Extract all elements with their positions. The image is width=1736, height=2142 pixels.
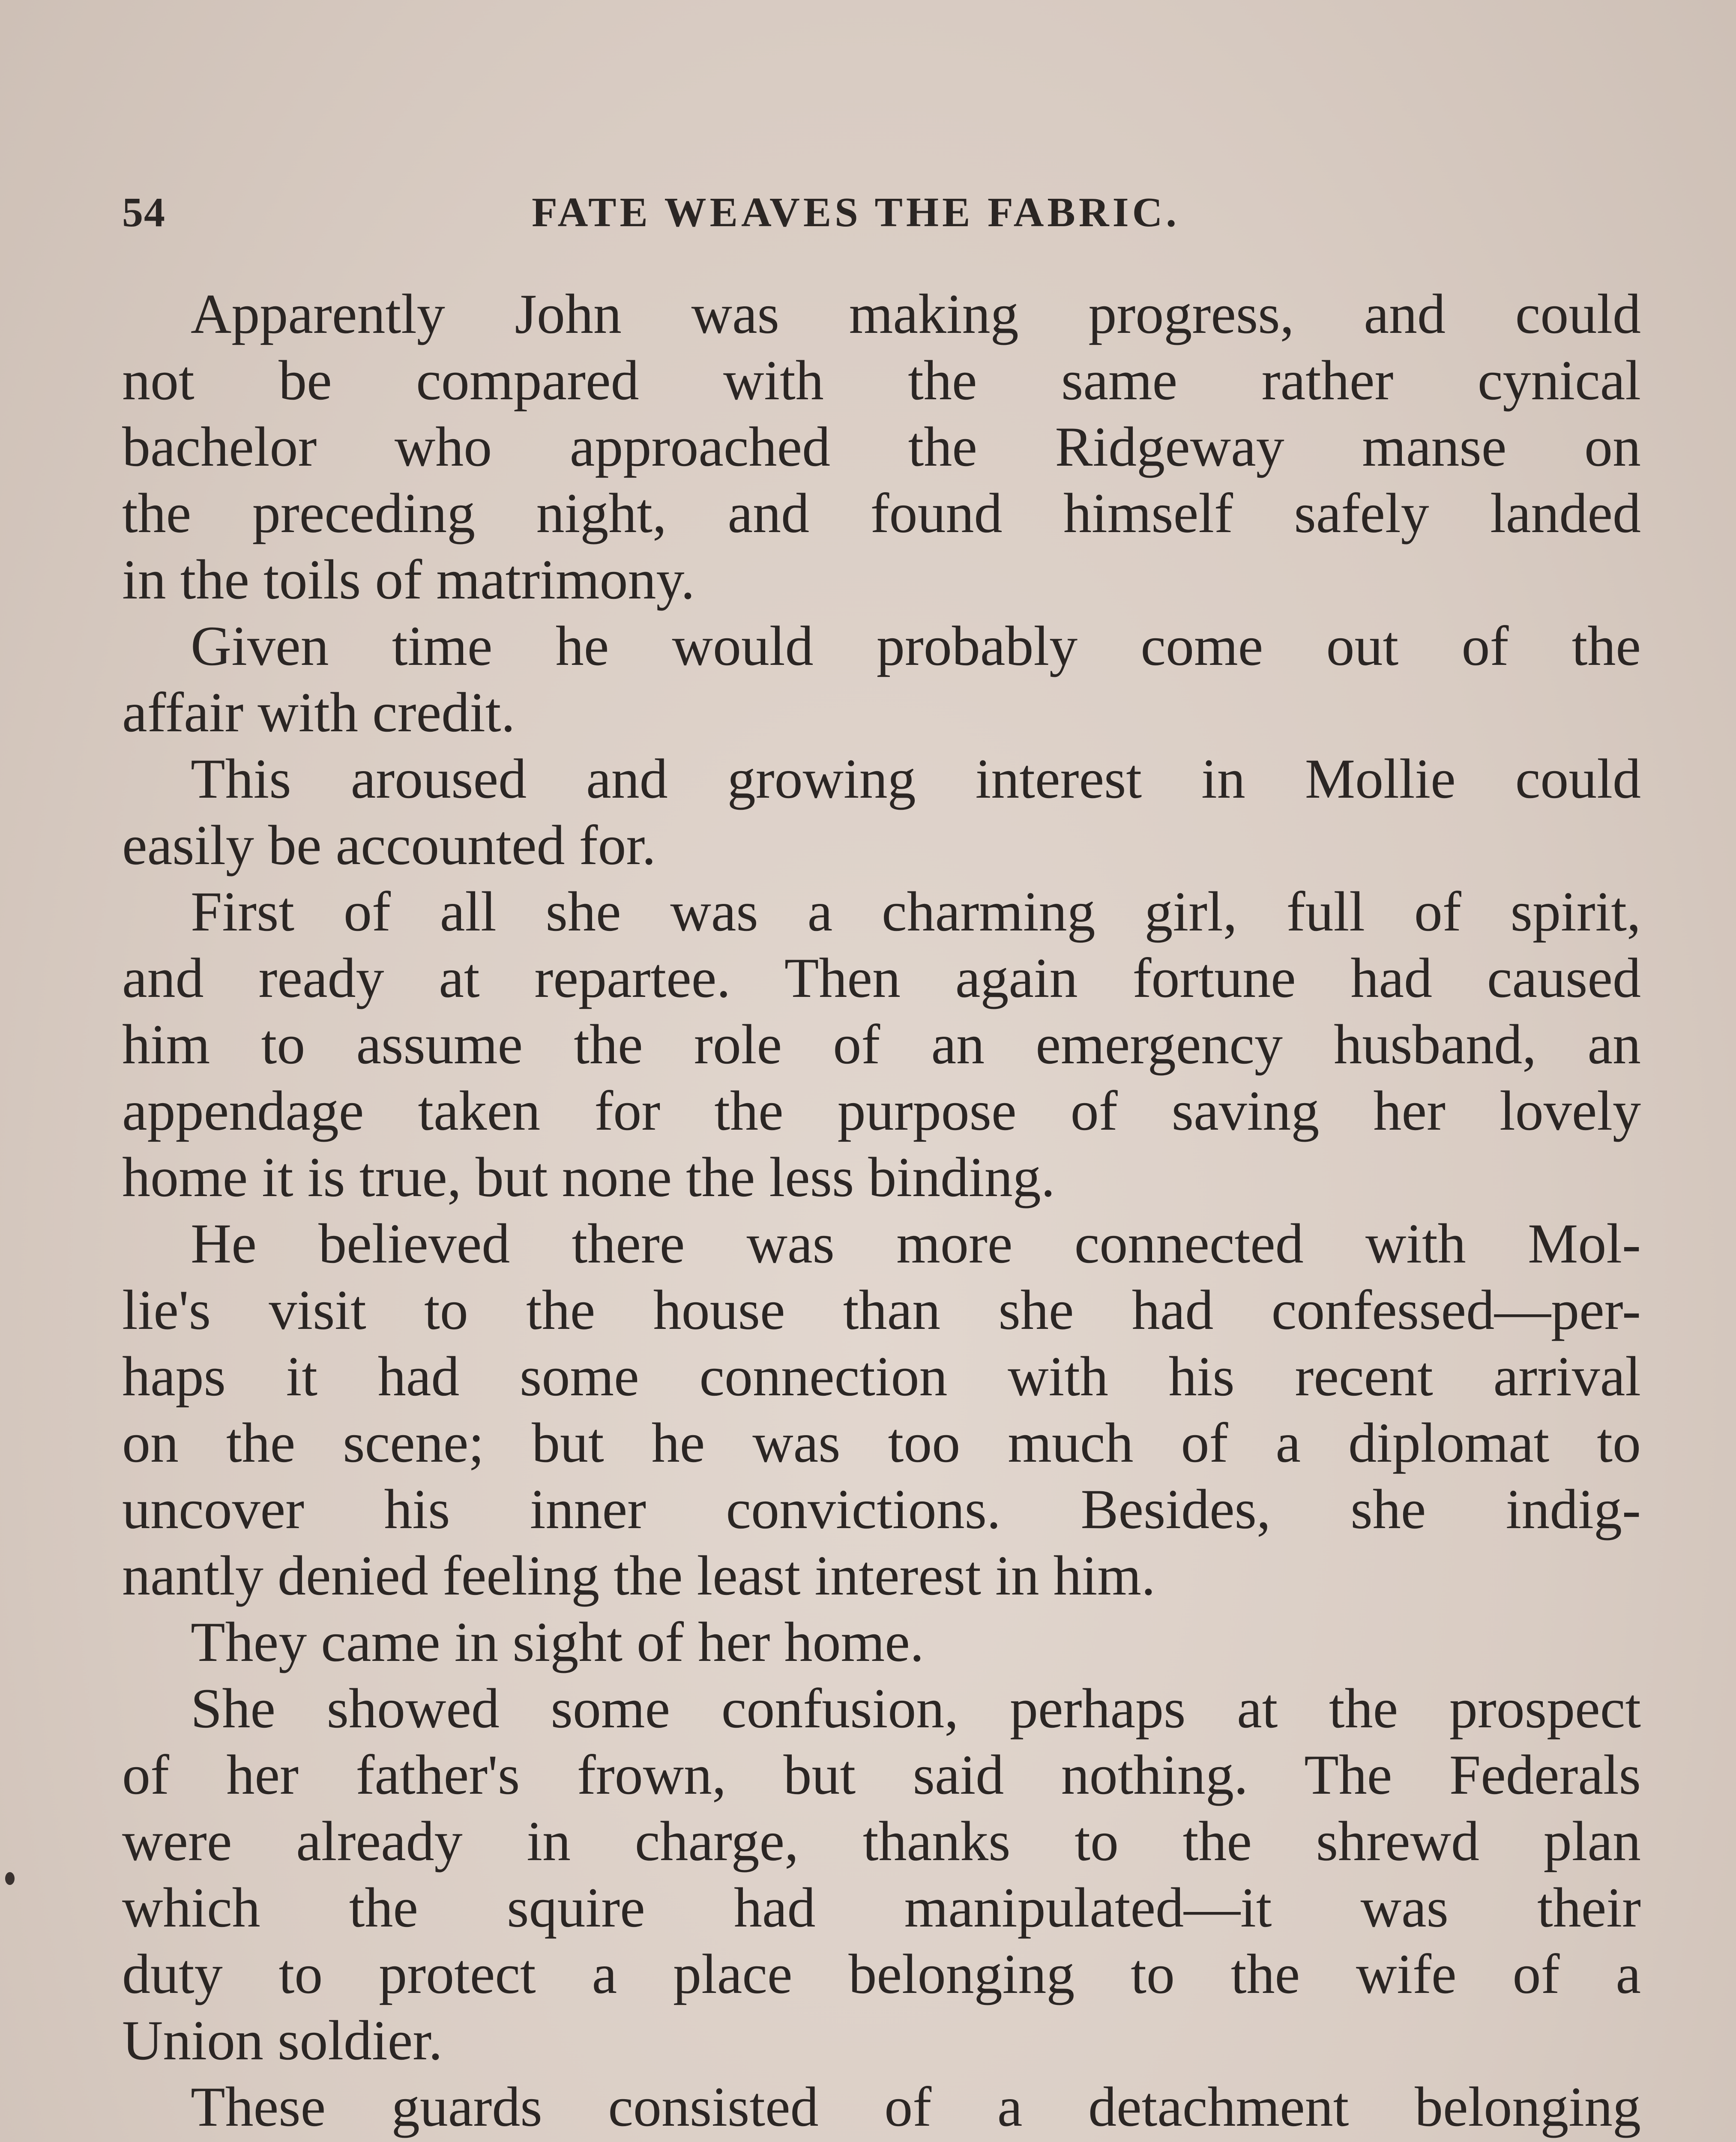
running-head: [122, 188, 1641, 253]
text-line: duty to protect a place belonging to the wife of a: [122, 1942, 1641, 2005]
text-line: Union soldier.: [122, 2009, 443, 2072]
text-line: haps it had some connection with his recent arrival: [122, 1345, 1641, 1408]
text-line: Given time he would probably come out of the: [191, 614, 1641, 677]
text-line: easily be accounted for.: [122, 814, 656, 877]
text-line: were already in charge, thanks to the shrewd plan: [122, 1810, 1641, 1873]
text-line: lie's visit to the house than she had confessed—per-: [122, 1278, 1641, 1341]
running-title: FATE WEAVES THE FABRIC.: [532, 189, 1180, 236]
text-line: [122, 2140, 1641, 2142]
body-text: [122, 281, 1641, 2142]
text-line: Apparently John was making progress, and could: [191, 282, 1641, 345]
text-line: She showed some confusion, perhaps at the prospect: [191, 1677, 1641, 1740]
text-line: He believed there was more connected with Mol-: [191, 1212, 1641, 1275]
text-line: not be compared with the same rather cynical: [122, 349, 1641, 412]
text-line: and ready at repartee. Then again fortune had caused: [122, 946, 1641, 1009]
text-line: bachelor who approached the Ridgeway manse on: [122, 415, 1641, 478]
text-line: of her father's frown, but said nothing. The Federals: [122, 1743, 1641, 1806]
text-line: in the toils of matrimony.: [122, 548, 695, 611]
text-line: They came in sight of her home.: [191, 1610, 924, 1673]
text-line: him to assume the role of an emergency husband, an: [122, 1013, 1641, 1076]
text-line: appendage taken for the purpose of saving her lovely: [122, 1079, 1641, 1142]
text-line: the preceding night, and found himself safely landed: [122, 482, 1641, 544]
text-line: home it is true, but none the less binding.: [122, 1146, 1055, 1209]
text-line: on the scene; but he was too much of a diplomat to: [122, 1411, 1641, 1474]
text-line: This aroused and growing interest in Mollie could: [191, 747, 1641, 810]
text-line: uncover his inner convictions. Besides, she indig-: [122, 1478, 1641, 1541]
text-line: First of all she was a charming girl, full of spirit,: [191, 880, 1641, 943]
ink-speck: [5, 1872, 15, 1885]
text-line: These guards consisted of a detachment belonging: [191, 2075, 1641, 2138]
text-line: affair with credit.: [122, 681, 515, 744]
page-number: 54: [122, 189, 166, 236]
text-line: nantly denied feeling the least interest in him.: [122, 1544, 1155, 1607]
text-line: which the squire had manipulated—it was their: [122, 1876, 1641, 1939]
